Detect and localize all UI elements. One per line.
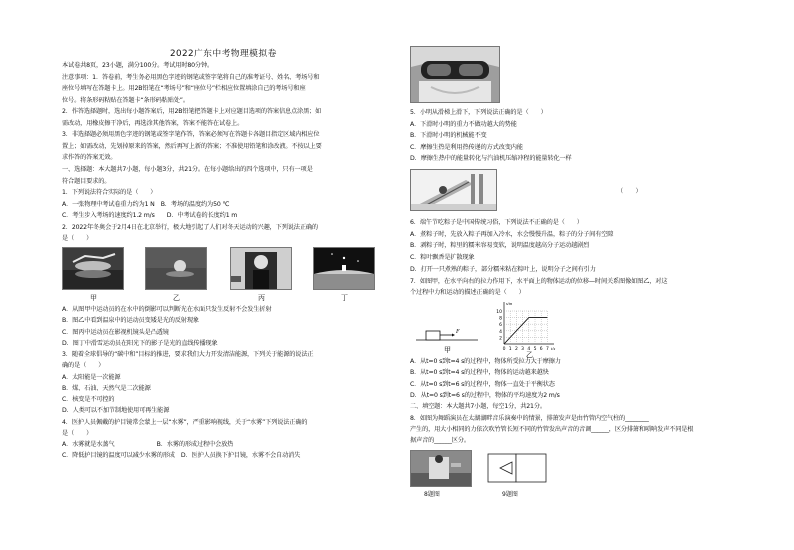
y-unit-label: s/m bbox=[506, 301, 513, 306]
caption-bing: 丙 bbox=[258, 294, 265, 302]
left-line-9: 一、选择题：本大题共7小题，每小题3分，共21分。在每小题给出的四个选项中，只有一项是 bbox=[62, 165, 313, 173]
left-line-b-0: A．从图甲中运动员的在水中的倒影可以判断光在水面只发生反射不会发生折射 bbox=[62, 306, 272, 313]
caption-q7-jia: 甲 bbox=[444, 346, 451, 354]
right-line-b-6: 个过程中力和运动的描述正确的是（ ） bbox=[410, 289, 525, 297]
left-line-6: 3．非选择题必须用黑色字迹的钢笔或签字笔作答，答案必须写在答题卡各题目指定区域内相应位 bbox=[62, 131, 320, 139]
right-line-b-2: B．剥粽子时，粽里的糯米容易变软，说明温度越高分子运动越剧烈 bbox=[410, 242, 590, 250]
right-line-c-3: D．从t=0 s到t=6 s的过程中，物体的平均速度为2 m/s bbox=[410, 391, 560, 399]
goggles-photo bbox=[410, 46, 500, 103]
left-line-b-2: C．图丙中运动员在影视机镜头是凸透镜 bbox=[62, 328, 169, 336]
right-line-c-1: B．从t=0 s到t=4 s的过程中，物体的运动越来越快 bbox=[410, 369, 549, 377]
right-line-c-0: A．从t=0 s到t=4 s的过程中，物体所受拉力大于摩擦力 bbox=[410, 358, 561, 365]
x-unit-label: t/s bbox=[551, 346, 556, 351]
right-line-c-4: 二、填空题：本大题共7小题，每空1分，共21分。 bbox=[410, 403, 546, 411]
left-line-b-11: 是（ ） bbox=[62, 429, 93, 437]
right-line-b-0: 6．端午节吃粽子是中国传统习俗，下列说法不正确的是（ ） bbox=[410, 219, 583, 226]
page-title: 2022广东中考物理模拟卷 bbox=[170, 49, 277, 59]
left-line-b-9: D．人类可以不加节制地使用可再生能源 bbox=[62, 407, 170, 415]
left-line-b-3: D．图丁中滑雪运动员在阳光下的影子是光的直线传播现象 bbox=[62, 339, 218, 347]
y-tick-label: 6 bbox=[499, 323, 502, 329]
force-label: F bbox=[456, 329, 460, 335]
left-line-12: A．一张物理中考试卷重力约为1 N B．考场的温度约为50 ℃ bbox=[62, 200, 230, 208]
caption-jia: 甲 bbox=[90, 294, 97, 302]
right-line-2: B．下滑时小明的机械能不变 bbox=[410, 132, 487, 139]
x-tick-label: 7 bbox=[545, 347, 549, 352]
left-line-8: 求作答的答案无效。 bbox=[62, 154, 117, 162]
left-line-b-6: A．太阳能是一次能源 bbox=[62, 373, 121, 381]
left-line-b-10: 4．医护人员佩戴的护目镜常会蒙上一层“水雾”，严重影响视线，关于“水雾”下列说法正确的 bbox=[62, 418, 308, 426]
right-line-c-6: 产生的，用大小相同的力依次吹竹管长短不同的竹管发出声音的音调______，区分排箫和唢呐发声不同是根 bbox=[410, 425, 694, 433]
caption-yi: 乙 bbox=[173, 294, 180, 302]
caption-q8: 8题图 bbox=[424, 491, 440, 498]
x-tick-label: 0 bbox=[502, 347, 506, 352]
x-tick-label: 6 bbox=[539, 347, 543, 352]
right-line-c-7: 据声音的______区分。 bbox=[410, 437, 470, 445]
displacement-time-graph bbox=[496, 301, 555, 358]
y-tick-label: 10 bbox=[496, 310, 502, 315]
caption-q7-yi: 乙 bbox=[526, 351, 533, 358]
slide-photo bbox=[410, 169, 497, 211]
caption-q9: 9题图 bbox=[502, 491, 518, 498]
y-tick-label: 4 bbox=[499, 329, 502, 335]
left-line-13: C．考生步入考场的速度约1.2 m/s D．中考试卷的长度约1 m bbox=[62, 212, 238, 220]
left-line-14: 2．2022年冬奥会于2月4日在北京举行，极大地引起了人们对冬天运动的兴趣，下列说法正确的 bbox=[62, 223, 318, 231]
left-line-b-4: 3．随着全球倡导的“碳中和”目标的推进，要求我们大力开发清洁能源，下列关于能源的说法正 bbox=[62, 351, 314, 358]
right-line-b-3: C．粽叶飘香是扩散现象 bbox=[410, 254, 475, 262]
left-line-1: 注意事项：1．答卷前，考生务必用黑色字迹的钢笔或签字笔将自己的准考证号、姓名、考场号和 bbox=[62, 73, 320, 81]
q7-figure bbox=[416, 300, 566, 358]
left-line-0: 本试卷共8页，23小题，满分100分。考试用时80分钟。 bbox=[62, 62, 214, 69]
left-line-b-13: C．降低护目镜的温度可以减少水雾的形成 D．医护人员换下护目镜，水雾不会自动消失 bbox=[62, 452, 301, 460]
x-tick-label: 1 bbox=[508, 347, 512, 352]
block-figure-jia bbox=[416, 329, 478, 354]
x-tick-label: 3 bbox=[521, 347, 525, 352]
x-tick-label: 5 bbox=[533, 347, 537, 352]
right-line-b-5: 7．如图甲，在水平向右的拉力作用下，水平面上的物体运动的位移—时间关系图像如图乙，对这 bbox=[410, 277, 668, 285]
left-line-b-5: 确的是（ ） bbox=[62, 362, 105, 370]
y-tick-label: 8 bbox=[499, 316, 502, 322]
left-line-15: 是（ ） bbox=[62, 235, 93, 243]
q5-answer-paren: （ ） bbox=[617, 188, 642, 195]
caption-ding: 丁 bbox=[341, 294, 348, 302]
right-line-4: D．摩擦生热中的能量转化与汽油机压缩冲程的能量转化一样 bbox=[410, 155, 572, 162]
right-line-b-4: D．打开一只煮熟的粽子，部分糯米粘在粽叶上，说明分子之间有引力 bbox=[410, 265, 596, 273]
y-tick-label: 2 bbox=[499, 336, 502, 342]
left-line-b-1: B．图乙中看到温泉中的运动员变矮是光的反射现象 bbox=[62, 317, 199, 325]
photo-ding bbox=[313, 247, 375, 290]
right-line-c-5: 8．如图为舞蹈演员在太湖湖畔音乐演奏中的情景，排箫发声是由竹管内空气柱的________ bbox=[410, 414, 649, 422]
x-tick-label: 2 bbox=[514, 347, 518, 352]
left-line-b-12: A．水雾就是水蒸气 B．水雾的形成过程中会放热 bbox=[62, 441, 234, 448]
right-line-b-1: A．煮粽子时，先放入粽子再加入冷水，水会慢慢升温，粽子的分子间有空隙 bbox=[410, 230, 614, 238]
q9-figure bbox=[482, 450, 552, 487]
right-line-3: C．摩擦生热是利用热传递的方式改变内能 bbox=[410, 143, 523, 151]
right-line-0: 5．小明从滑梯上滑下，下列说法正确的是（ ） bbox=[410, 109, 547, 116]
right-line-1: A．下滑时小明的重力不做功越大的势能 bbox=[410, 120, 517, 128]
left-line-7: 置上；如需改动，先划掉原来的答案，然后再写上新的答案；不准使用铅笔和涂改液。不按以上要 bbox=[62, 142, 322, 150]
left-line-b-7: B．煤、石油、天然气是二次能源 bbox=[62, 384, 151, 392]
q8-photo bbox=[410, 450, 472, 487]
photo-bing bbox=[230, 247, 292, 290]
x-tick-label: 4 bbox=[527, 347, 531, 352]
left-line-4: 2．作答选择题时，选出每小题答案后，用2B铅笔把答题卡上对应题目选项的答案信息点涂黑；如 bbox=[62, 108, 322, 116]
left-line-10: 符合题目要求的。 bbox=[62, 177, 111, 185]
left-line-2: 座位号填写在答题卡上。用2B铅笔在“考场号”和“座位号”栏相应位置填涂自己的考场号和座 bbox=[62, 85, 306, 93]
left-line-b-8: C．核变是不可控的 bbox=[62, 396, 115, 403]
photo-yi bbox=[145, 247, 207, 290]
right-line-c-2: C．从t=0 s到t=6 s的过程中，物体一直处于平衡状态 bbox=[410, 380, 555, 388]
left-line-11: 1．下列说法符合实际的是（ ） bbox=[62, 189, 157, 197]
photo-jia bbox=[62, 247, 124, 290]
left-line-5: 需改动，用橡皮擦干净后，再选涂其他答案，答案不能答在试卷上。 bbox=[62, 119, 244, 127]
left-line-3: 位号。将条形码粘贴在答题卡“条形码粘贴处”。 bbox=[62, 96, 189, 104]
